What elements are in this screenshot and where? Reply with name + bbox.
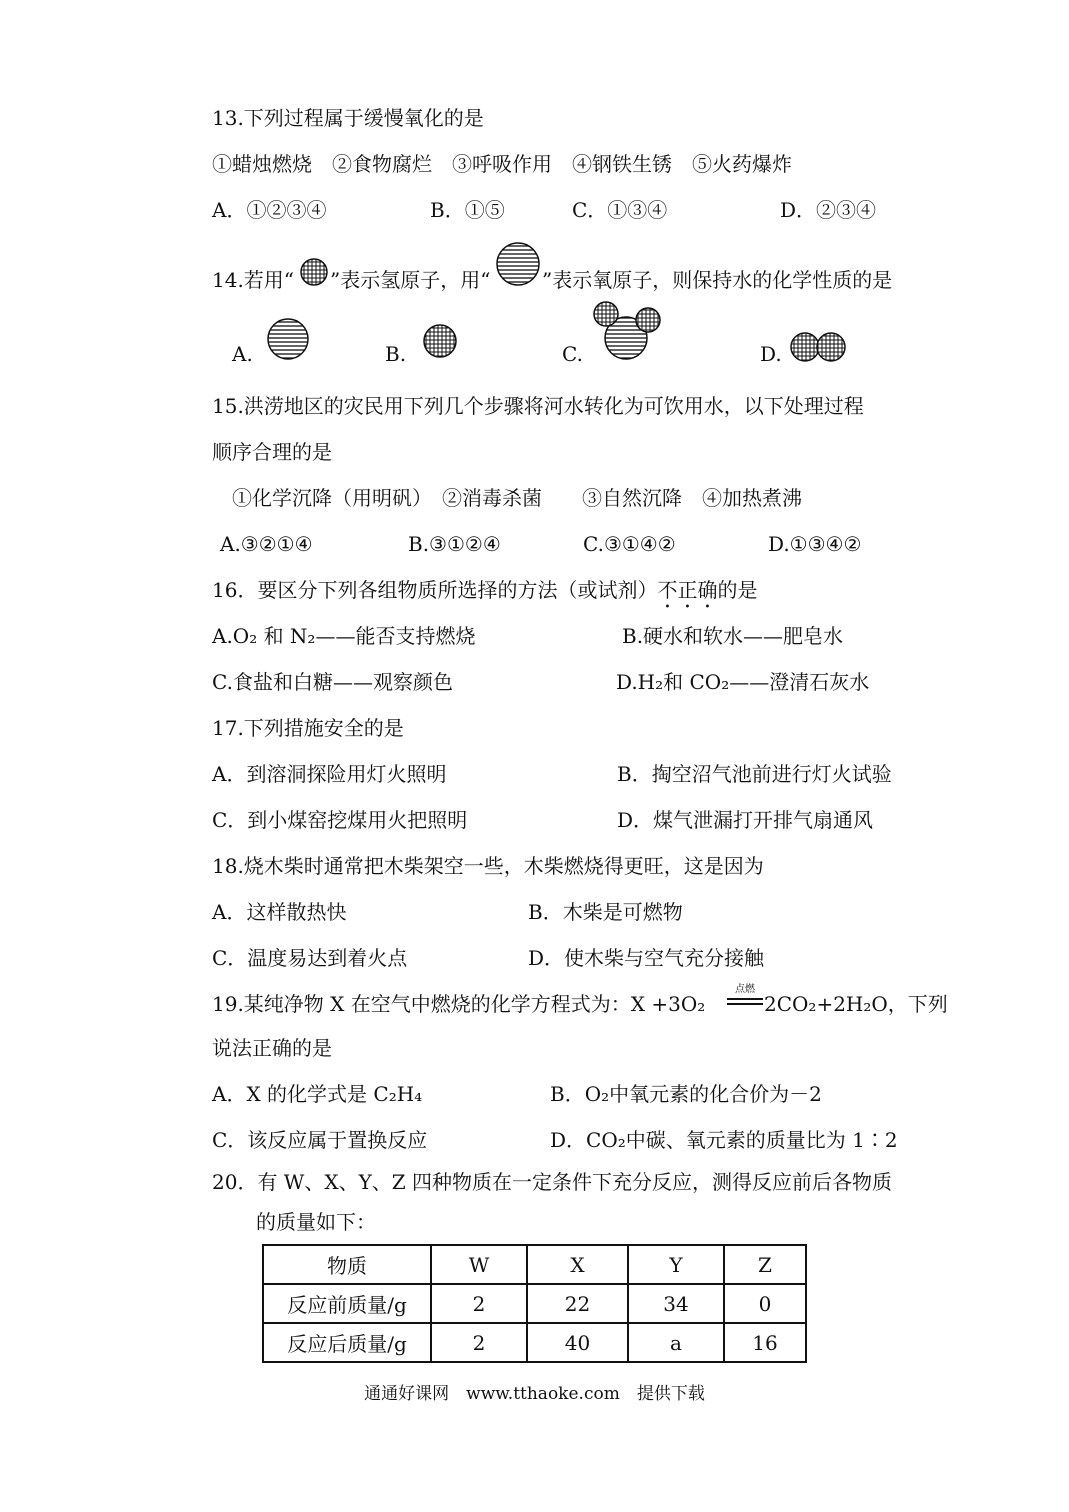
oxygen-atom-option-a-icon [264,316,314,362]
q19-option-c: C．该反应属于置换反应 [212,1128,428,1152]
table-header-cell: Y [628,1245,724,1284]
q20-stem-line2: 的质量如下： [256,1210,376,1234]
q15-option-d: D.①③④② [768,532,862,556]
q19-option-b: B．O₂中氧元素的化合价为－2 [550,1082,822,1106]
q18-option-c: C．温度易达到着火点 [212,946,408,970]
q14-option-d: D. [760,342,782,366]
table-cell: 反应后质量/g [263,1323,431,1362]
table-header-cell: X [527,1245,628,1284]
q17-option-d: D．煤气泄漏打开排气扇通风 [617,808,874,832]
q13-stem: 13.下列过程属于缓慢氧化的是 [212,106,484,130]
hydrogen-atom-icon [298,256,332,288]
q13-option-c: C．①③④ [572,198,668,222]
table-header-row [263,1245,806,1284]
q18-option-d: D．使木柴与空气充分接触 [528,946,765,970]
table-row [263,1284,806,1323]
q16-option-c: C.食盐和白糖——观察颜色 [212,670,453,694]
table-cell: 40 [527,1323,628,1362]
q13-option-d: D．②③④ [780,198,877,222]
q16-option-a: A.O₂ 和 N₂——能否支持燃烧 [212,624,476,648]
table-cell: 0 [724,1284,806,1323]
table-row [263,1323,806,1362]
q14-stem-part3: ”表示氧原子，则保持水的化学性质的是 [542,268,893,292]
table-cell: a [628,1323,724,1362]
q13-option-a: A．①②③④ [212,198,327,222]
q14-option-c: C. [562,342,583,366]
q16-stem-b: 的是 [717,578,758,602]
page-footer: 通通好课网 www.tthaoke.com 提供下载 [364,1384,705,1404]
table-cell: 2 [431,1284,527,1323]
q18-stem: 18.烧木柴时通常把木柴架空一些，木柴燃烧得更旺，这是因为 [212,854,764,878]
q19-stem-a: 19.某纯净物 X 在空气中燃烧的化学方程式为：X +3O₂ [212,992,706,1016]
q16-stem-a: 16．要区分下列各组物质所选择的方法（或试剂） [212,578,658,602]
oxygen-atom-icon [494,240,542,288]
q15-option-c: C.③①④② [583,532,676,556]
table-cell: 反应前质量/g [263,1284,431,1323]
reaction-arrow-icon [726,996,764,1008]
q14-stem-part2: ”表示氢原子，用“ [330,268,491,292]
water-molecule-option-c-icon [592,300,664,362]
q16-option-d: D.H₂和 CO₂——澄清石灰水 [616,670,870,694]
reaction-condition: 点燃 [735,984,755,995]
table-header-cell: W [431,1245,527,1284]
q15-stem-line1: 15.洪涝地区的灾民用下列几个步骤将河水转化为可饮用水，以下处理过程 [212,394,864,418]
q13-option-b: B．①⑤ [430,198,505,222]
hydrogen-molecule-option-d-icon [788,330,850,364]
table-cell: 22 [527,1284,628,1323]
q15-items: ①化学沉降（用明矾） ②消毒杀菌 ③自然沉降 ④加热煮沸 [232,486,802,510]
q19-stem-b: 2CO₂+2H₂O，下列 [764,992,948,1016]
q15-option-b: B.③①②④ [408,532,501,556]
q19-stem-line2: 说法正确的是 [212,1036,332,1060]
q14-option-b: B. [385,342,407,366]
hydrogen-atom-option-b-icon [420,322,462,360]
table-header-cell: 物质 [263,1245,431,1284]
table-cell: 16 [724,1323,806,1362]
q14-stem-part1: 14.若用“ [212,268,295,292]
table-header-cell: Z [724,1245,806,1284]
q15-stem-line2: 顺序合理的是 [212,440,332,464]
q16-stem-emphasis: 不正确 [657,578,718,602]
q17-option-a: A．到溶洞探险用灯火照明 [212,762,447,786]
q17-option-b: B．掏空沼气池前进行灯火试验 [617,762,892,786]
q14-option-a: A. [232,342,253,366]
table-cell: 2 [431,1323,527,1362]
q17-option-c: C．到小煤窑挖煤用火把照明 [212,808,468,832]
q18-option-a: A．这样散热快 [212,900,347,924]
q19-option-d: D．CO₂中碳、氧元素的质量比为 1∶2 [550,1128,898,1152]
mass-table [262,1244,807,1363]
q16-option-b: B.硬水和软水——肥皂水 [622,624,844,648]
q20-stem-line1: 20．有 W、X、Y、Z 四种物质在一定条件下充分反应，测得反应前后各物质 [212,1170,893,1194]
q19-option-a: A．X 的化学式是 C₂H₄ [212,1082,423,1106]
q15-option-a: A.③②①④ [220,532,313,556]
q17-stem: 17.下列措施安全的是 [212,716,404,740]
q18-option-b: B．木柴是可燃物 [528,900,683,924]
table-cell: 34 [628,1284,724,1323]
q16-stem [212,576,757,613]
q13-items: ①蜡烛燃烧 ②食物腐烂 ③呼吸作用 ④钢铁生锈 ⑤火药爆炸 [212,152,792,176]
